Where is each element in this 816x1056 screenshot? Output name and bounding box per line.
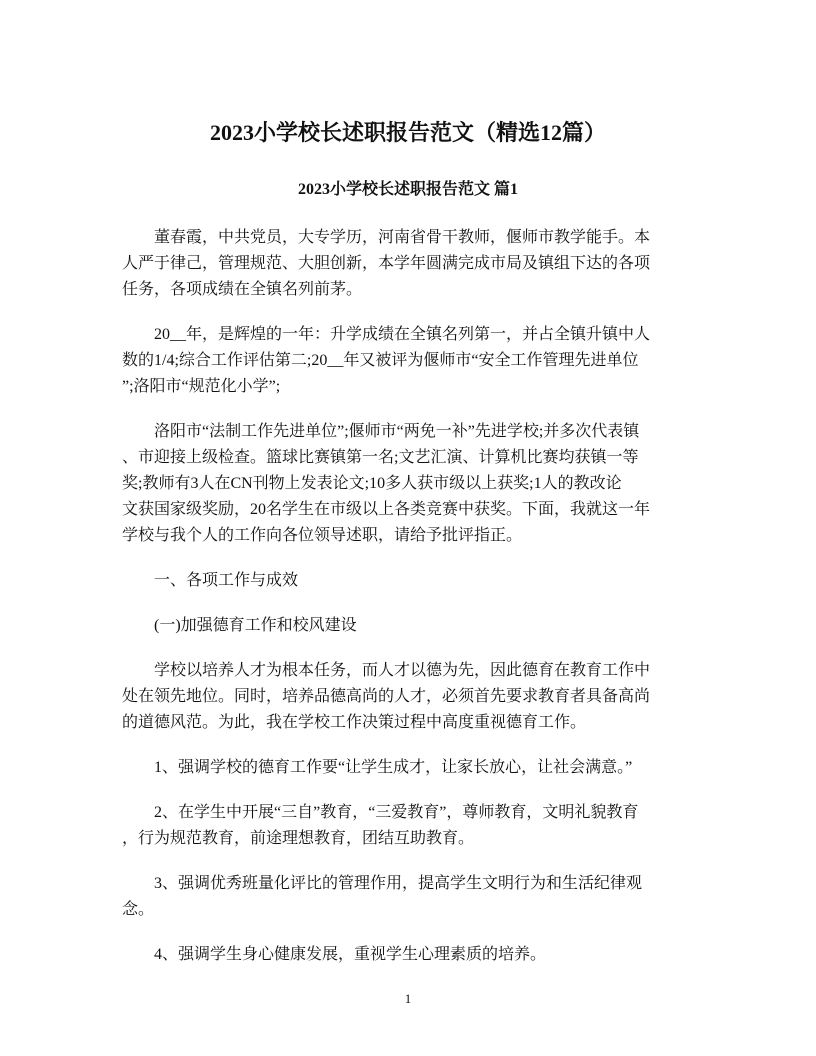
text-line: 学校以培养人才为根本任务，而人才以德为先，因此德育在教育工作中 <box>154 662 651 679</box>
paragraph <box>122 942 702 968</box>
paragraph <box>122 800 702 852</box>
document-body <box>122 225 702 987</box>
text-line: 处在领先地位。同时，培养品德高尚的人才，必须首先要求教育者具备高尚 <box>122 688 651 705</box>
text-line: 文获国家级奖励，20名学生在市级以上各类竞赛中获奖。下面，我就这一年 <box>122 501 651 518</box>
text-line: 一、各项工作与成效 <box>154 572 299 589</box>
text-line: ，行为规范教育，前途理想教育，团结互助教育。 <box>122 830 475 847</box>
text-line: 念。 <box>122 901 155 918</box>
paragraph <box>122 322 702 400</box>
paragraph <box>122 871 702 923</box>
text-line: 、市迎接上级检查。篮球比赛镇第一名;文艺汇演、计算机比赛均获镇一等 <box>122 449 639 466</box>
text-line: 的道德风范。为此，我在学校工作决策过程中高度重视德育工作。 <box>122 714 587 731</box>
paragraph <box>122 755 702 781</box>
text-line: 董春霞，中共党员，大专学历，河南省骨干教师，偃师市教学能手。本 <box>154 229 651 246</box>
text-line: 3、强调优秀班量化评比的管理作用，提高学生文明行为和生活纪律观 <box>154 875 643 892</box>
text-line: 20__年，是辉煌的一年：升学成绩在全镇名列第一，并占全镇升镇中人 <box>154 326 651 343</box>
text-line: 人严于律己，管理规范、大胆创新，本学年圆满完成市局及镇组下达的各项 <box>122 255 651 272</box>
paragraph <box>122 225 702 303</box>
text-line: 2、在学生中开展“三自”教育，“三爱教育”，尊师教育，文明礼貌教育 <box>154 804 639 821</box>
text-line: 4、强调学生身心健康发展，重视学生心理素质的培养。 <box>154 946 547 963</box>
text-line: 奖;教师有3人在CN刊物上发表论文;10多人获市级以上获奖;1人的教改论 <box>122 475 622 492</box>
paragraph <box>122 613 702 639</box>
paragraph <box>122 419 702 549</box>
text-line: 任务，各项成绩在全镇名列前茅。 <box>122 281 363 298</box>
text-line: (一)加强德育工作和校风建设 <box>154 617 357 634</box>
paragraph <box>122 658 702 736</box>
page-number: 1 <box>404 991 412 1006</box>
document-title: 2023小学校长述职报告范文（精选12篇） <box>209 120 606 145</box>
text-line: 数的1/4;综合工作评估第二;20__年又被评为偃师市“安全工作管理先进单位 <box>122 352 639 369</box>
paragraph <box>122 568 702 594</box>
section-heading: 2023小学校长述职报告范文 篇1 <box>297 181 518 198</box>
text-line: ”;洛阳市“规范化小学”; <box>122 378 281 395</box>
text-line: 1、强调学校的德育工作要“让学生成才，让家长放心，让社会满意。” <box>154 759 633 776</box>
text-line: 学校与我个人的工作向各位领导述职，请给予批评指正。 <box>122 527 523 544</box>
text-line: 洛阳市“法制工作先进单位”;偃师市“两免一补”先进学校;并多次代表镇 <box>154 423 640 440</box>
